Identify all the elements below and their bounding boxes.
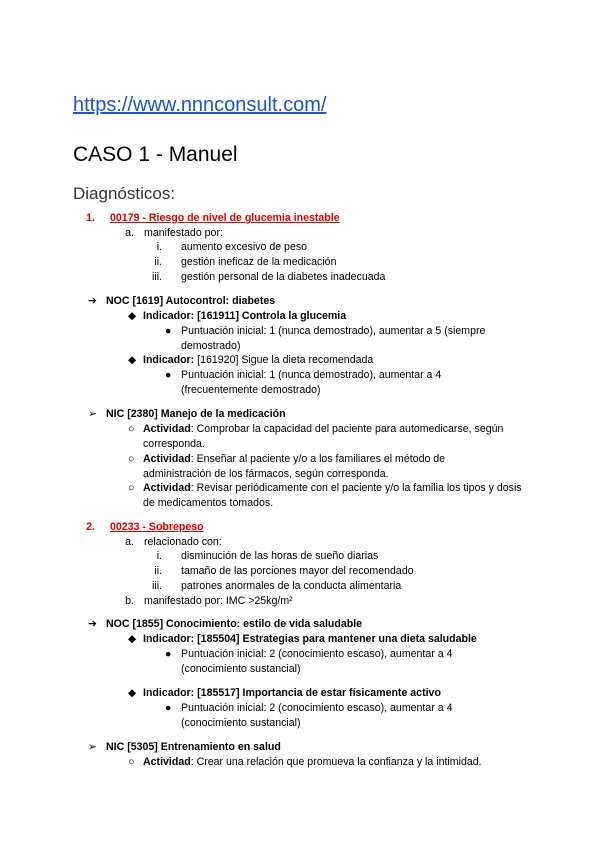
diagnosis-qualifier: manifestado por: IMC >25kg/m² <box>144 595 293 607</box>
nic-title-2: NIC [5305] Entrenamiento en salud <box>106 741 281 753</box>
activity-text: : Comprobar la capacidad del paciente para automedicarse, según corresponda. <box>143 423 504 450</box>
diagnosis-qualifier: relacionado con: <box>144 536 222 548</box>
activity-label: Actividad <box>143 756 191 768</box>
list-item: disminución de las horas de sueño diarias <box>181 550 379 562</box>
indicator-text: [161920] Sigue la dieta recomendada <box>194 354 374 366</box>
bullet-icon: ● <box>165 648 172 660</box>
arrowhead-icon: ➢ <box>88 741 97 753</box>
bullet-icon: ● <box>165 702 172 714</box>
list-marker: b. <box>125 595 134 607</box>
list-marker: iii. <box>151 271 162 283</box>
list-marker: i. <box>156 550 162 562</box>
circle-bullet-icon: ○ <box>128 756 135 768</box>
indicator-score: Puntuación inicial: 2 (conocimiento escaso), aumentar a 4 (conocimiento sustancial) <box>181 648 453 675</box>
diamond-bullet-icon: ◆ <box>128 310 137 322</box>
list-marker: ii. <box>154 256 162 268</box>
indicator-score: Puntuación inicial: 1 (nunca demostrado), aumentar a 4 (frecuentemente demostrado) <box>181 369 442 396</box>
activity-label: Actividad <box>143 423 191 435</box>
arrow-icon: ➔ <box>88 618 97 630</box>
list-marker: i. <box>156 241 162 253</box>
noc-title-1: NOC [1619] Autocontrol: diabetes <box>106 295 276 307</box>
diamond-bullet-icon: ◆ <box>128 687 137 699</box>
diagnosis-number-1: 1. <box>86 212 95 224</box>
diamond-bullet-icon: ◆ <box>128 354 137 366</box>
activity-text: : Enseñar al paciente y/o a los familiares el método de administración de los fármacos, según corresponda. <box>143 453 446 480</box>
list-item: gestión ineficaz de la medicación <box>181 256 337 268</box>
section-heading: Diagnósticos: <box>73 184 176 203</box>
activity-item <box>143 481 528 511</box>
diagnosis-title-1[interactable]: 00179 - Riesgo de nivel de glucemia inestable <box>110 212 340 224</box>
activity-label: Actividad <box>143 453 191 465</box>
arrowhead-icon: ➢ <box>88 408 97 420</box>
list-item: aumento excesivo de peso <box>181 241 308 253</box>
indicator-label: Indicador: [185517] Importancia de estar físicamente activo <box>143 687 441 699</box>
page-title: CASO 1 - Manuel <box>73 143 238 166</box>
list-item: gestión personal de la diabetes inadecuada <box>181 271 386 283</box>
indicator-line <box>143 353 373 368</box>
activity-item <box>143 452 513 482</box>
indicator-score: Puntuación inicial: 2 (conocimiento escaso), aumentar a 4 (conocimiento sustancial) <box>181 702 453 729</box>
bullet-icon: ● <box>165 369 172 381</box>
diagnosis-number-2: 2. <box>86 521 95 533</box>
noc-title-2: NOC [1855] Conocimiento: estilo de vida saludable <box>106 618 363 630</box>
indicator-label: Indicador: [161911] Controla la glucemia <box>143 310 347 322</box>
list-marker: ii. <box>154 565 162 577</box>
activity-text: : Crear una relación que promueva la confianza y la intimidad. <box>190 756 482 768</box>
circle-bullet-icon: ○ <box>128 423 135 435</box>
diagnosis-qualifier: manifestado por: <box>144 227 223 239</box>
activity-item <box>143 422 528 452</box>
list-item: patrones anormales de la conducta alimentaria <box>181 580 402 592</box>
nnnconsult-link[interactable]: https://www.nnnconsult.com/ <box>73 94 327 116</box>
bullet-icon: ● <box>165 325 172 337</box>
list-item: tamaño de las porciones mayor del recomendado <box>181 565 414 577</box>
activity-text: : Revisar periódicamente con el paciente y/o la familia los tipos y dosis de medicamentos tomados. <box>143 482 522 509</box>
activity-item <box>143 755 482 770</box>
list-marker: iii. <box>151 580 162 592</box>
circle-bullet-icon: ○ <box>128 453 135 465</box>
indicator-score: Puntuación inicial: 1 (nunca demostrado), aumentar a 5 (siempre demostrado) <box>181 325 486 352</box>
circle-bullet-icon: ○ <box>128 482 135 494</box>
activity-label: Actividad <box>143 482 191 494</box>
list-marker: a. <box>125 536 134 548</box>
list-marker: a. <box>125 227 134 239</box>
indicator-label: Indicador: [185504] Estrategias para mantener una dieta saludable <box>143 633 477 645</box>
indicator-label: Indicador: <box>143 354 195 366</box>
nic-title-1: NIC [2380] Manejo de la medicación <box>106 408 286 420</box>
diamond-bullet-icon: ◆ <box>128 633 137 645</box>
diagnosis-title-2[interactable]: 00233 - Sobrepeso <box>110 521 204 533</box>
arrow-icon: ➔ <box>88 295 97 307</box>
